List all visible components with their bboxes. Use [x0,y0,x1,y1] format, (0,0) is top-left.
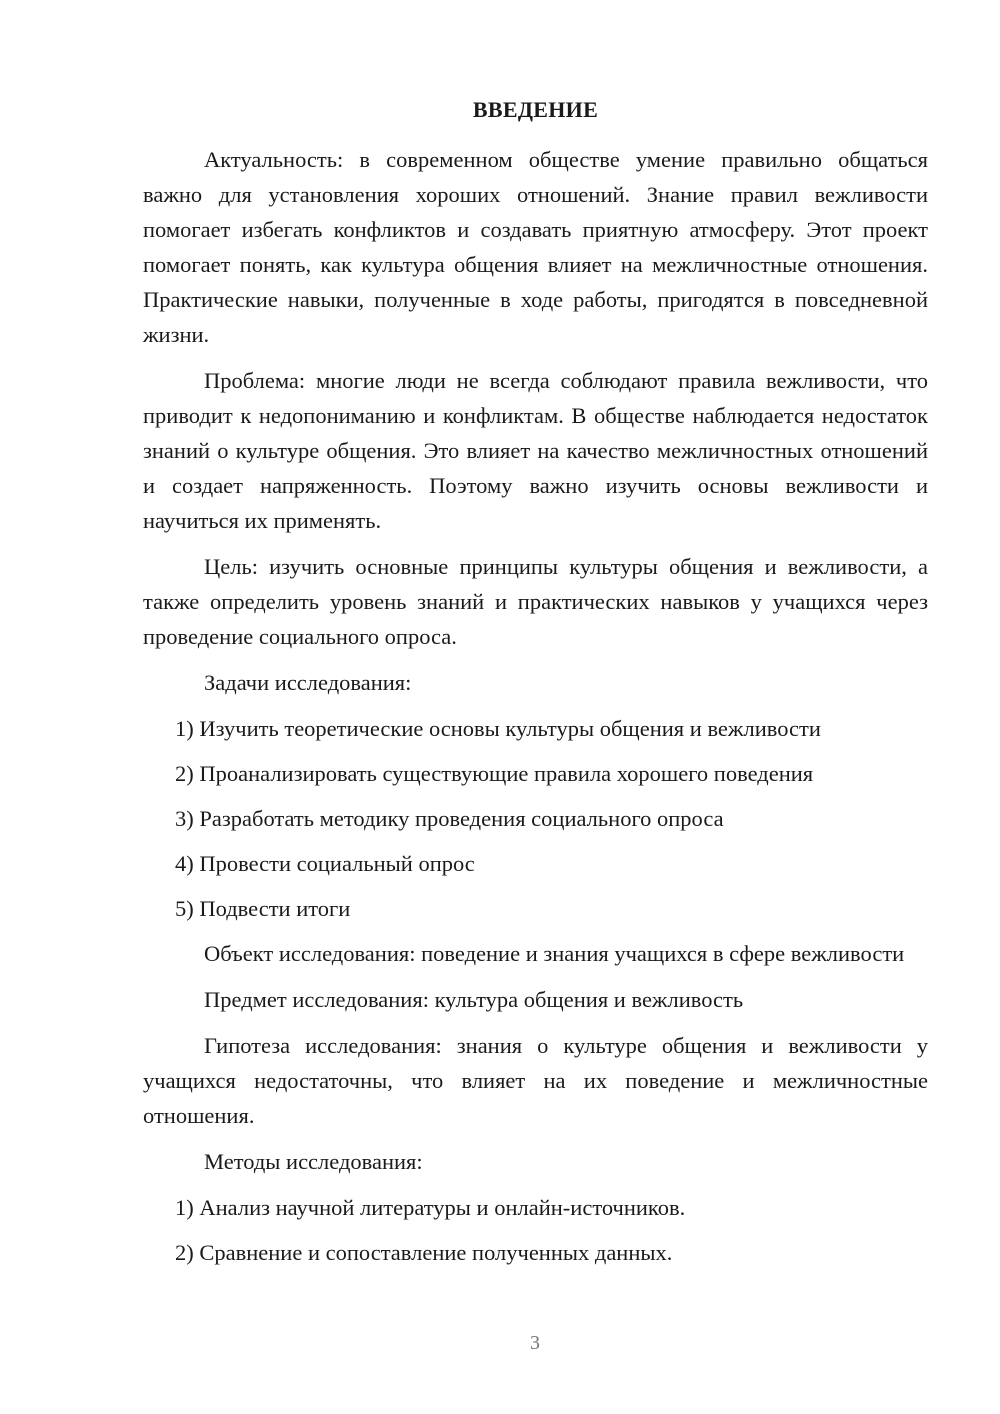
method-item-2: 2) Сравнение и сопоставление полученных данных. [175,1240,673,1265]
goal-paragraph: Цель: изучить основные принципы культуры общения и вежливости, а также определить уровень знаний и практических навыков у учащихся через проведение социального опроса. [143,554,928,649]
task-item-2: 2) Проанализировать существующие правила хорошего поведения [175,761,814,786]
hypothesis-paragraph: Гипотеза исследования: знания о культуре общения и вежливости у учащихся недостаточны, что влияет на их поведение и межличностные отношения. [143,1033,928,1128]
tasks-heading: Задачи исследования: [204,670,412,695]
document-page [143,92,928,1280]
subject-paragraph: Предмет исследования: культура общения и вежливость [204,987,744,1012]
tasks-list [143,711,928,926]
task-item-4: 4) Провести социальный опрос [175,851,475,876]
section-title: ВВЕДЕНИЕ [472,97,599,122]
relevance-paragraph: Актуальность: в современном обществе умение правильно общаться важно для установления хороших отношений. Знание правил вежливости помогает избегать конфликтов и создавать приятную атмосферу. Этот проект помогает понять, как культура общения влияет на межличностные отношения. Практические навыки, полученные в ходе работы, пригодятся в повседневной жизни. [143,147,928,347]
task-item-3: 3) Разработать методику проведения социального опроса [175,806,724,831]
object-paragraph: Объект исследования: поведение и знания учащихся в сфере вежливости [204,941,905,966]
task-item-5: 5) Подвести итоги [175,896,351,921]
task-item-1: 1) Изучить теоретические основы культуры общения и вежливости [175,716,821,741]
page-number: 3 [530,1332,540,1354]
problem-paragraph: Проблема: многие люди не всегда соблюдают правила вежливости, что приводит к недопониманию и конфликтам. В обществе наблюдается недостаток знаний о культуре общения. Это влияет на качество межличностных отношений и создает напряженность. Поэтому важно изучить основы вежливости и научиться их применять. [143,368,928,533]
methods-heading: Методы исследования: [204,1149,423,1174]
methods-list [143,1190,928,1270]
method-item-1: 1) Анализ научной литературы и онлайн-источников. [175,1195,686,1220]
